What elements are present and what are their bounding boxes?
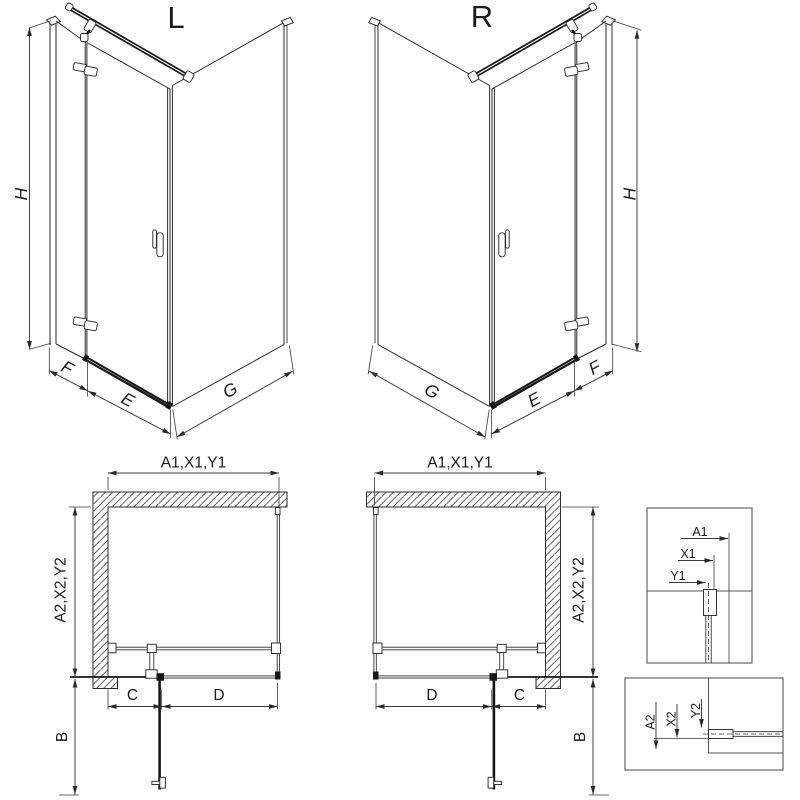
- detail-label-y2: Y2: [688, 702, 703, 719]
- dim-label-b-r: B: [571, 731, 589, 743]
- view-title-r: R: [470, 0, 494, 34]
- dim-label-d-l: D: [213, 687, 225, 704]
- dim-label-height-r: H: [619, 187, 640, 201]
- view-title-l: L: [167, 0, 185, 35]
- detail-label-x2: X2: [664, 711, 679, 727]
- dim-label-a2-r: A2,X2,Y2: [570, 557, 588, 623]
- dim-label-c-l: C: [126, 687, 139, 704]
- dim-label-b-l: B: [53, 731, 71, 743]
- dim-label-d-r: D: [426, 687, 438, 704]
- dim-label-door-r: E: [524, 388, 544, 412]
- dim-label-fixed-r: F: [585, 356, 604, 379]
- dim-label-fixed-l: F: [58, 356, 77, 379]
- detail-label-x1: X1: [680, 547, 696, 561]
- dim-label-a2-l: A2,X2,Y2: [52, 557, 70, 623]
- dim-label-c-r: C: [513, 687, 526, 704]
- detail-label-a2: A2: [643, 714, 658, 730]
- detail-box-floor-profile: [625, 678, 783, 770]
- dim-label-door-l: E: [118, 388, 138, 412]
- detail-label-y1: Y1: [670, 569, 686, 583]
- dim-label-sidewidth-r: G: [421, 379, 443, 404]
- dim-label-height-l: H: [11, 187, 32, 201]
- dim-label-sidewidth-l: G: [219, 378, 241, 403]
- dim-label-a1-r: A1,X1,Y1: [427, 454, 493, 472]
- detail-label-a1: A1: [692, 525, 708, 539]
- dim-label-a1-l: A1,X1,Y1: [160, 454, 227, 472]
- detail-box-wall-profile: [647, 508, 752, 663]
